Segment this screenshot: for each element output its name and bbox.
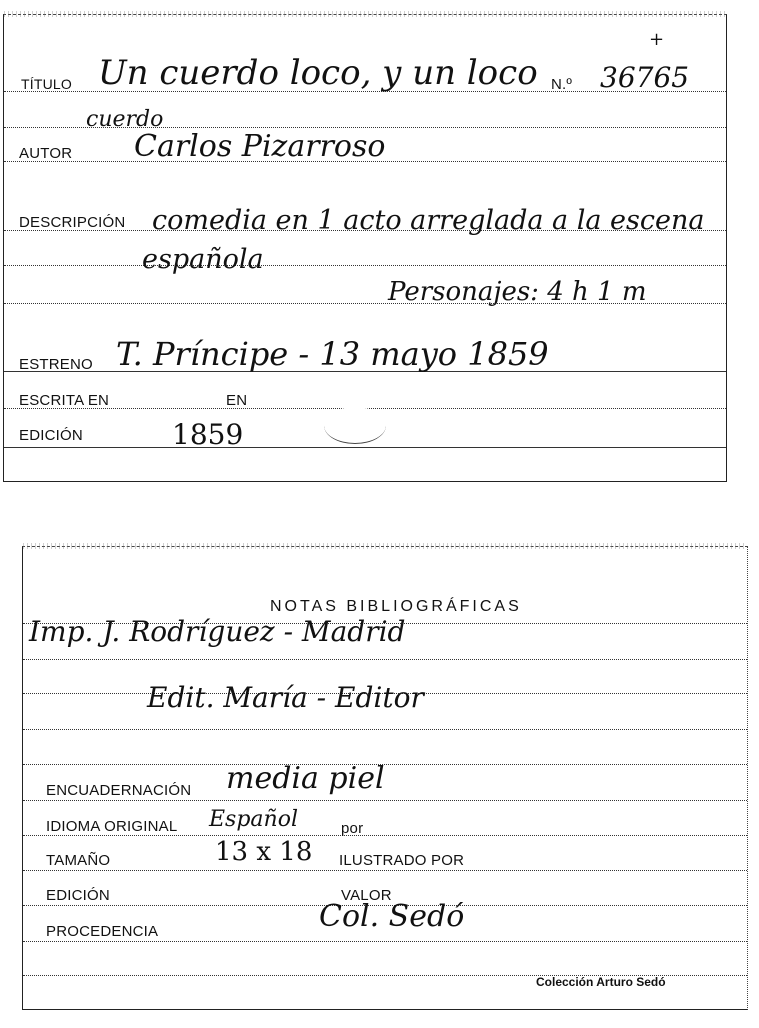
escrita-en-label: ESCRITA EN <box>19 392 110 409</box>
scan-edge-noise <box>4 11 726 17</box>
por-label: por <box>341 820 364 837</box>
edicion-label: EDICIÓN <box>19 427 83 444</box>
scan-edge-noise <box>23 543 747 549</box>
rule-line <box>23 659 747 660</box>
rule-line <box>23 835 747 836</box>
descripcion-line1: comedia en 1 acto arreglada a la escena <box>152 205 705 236</box>
autor-value: Carlos Pizarroso <box>134 129 386 164</box>
notas-line2: Edit. María - Editor <box>147 681 424 714</box>
tamano-label: TAMAÑO <box>46 852 111 869</box>
notas-heading: NOTAS BIBLIOGRÁFICAS <box>270 598 522 615</box>
ilustrado-label: ILUSTRADO POR <box>339 852 465 869</box>
rule-line <box>23 800 747 801</box>
torn-patch <box>324 407 386 444</box>
encuadernacion-value: media piel <box>226 761 385 796</box>
titulo-label: TÍTULO <box>21 76 72 92</box>
autor-label: AUTOR <box>19 145 73 162</box>
catalog-card-bottom <box>22 546 748 1010</box>
catalog-card-top <box>3 14 727 482</box>
number-mark: + <box>649 29 665 50</box>
rule-line <box>23 764 747 765</box>
valor-label: VALOR <box>341 887 392 904</box>
personajes-value: Personajes: 4 h 1 m <box>388 277 647 307</box>
rule-line <box>23 941 747 942</box>
en-label: EN <box>226 392 248 409</box>
procedencia-label: PROCEDENCIA <box>46 923 159 940</box>
estreno-value: T. Príncipe - 13 mayo 1859 <box>116 335 549 373</box>
edicion-label: EDICIÓN <box>46 887 110 904</box>
rule-line <box>23 729 747 730</box>
number-value: 36765 <box>600 61 690 94</box>
tamano-value: 13 x 18 <box>215 837 313 867</box>
number-label: N.º <box>551 76 573 93</box>
idioma-value: Español <box>209 807 298 832</box>
descripcion-label: DESCRIPCIÓN <box>19 214 126 231</box>
rule-line <box>4 447 726 448</box>
collection-footer: Colección Arturo Sedó <box>536 975 666 989</box>
rule-line <box>4 265 726 266</box>
descripcion-line2: española <box>142 244 264 275</box>
edicion-value: 1859 <box>172 418 244 451</box>
rule-line <box>23 870 747 871</box>
estreno-label: ESTRENO <box>19 356 93 373</box>
procedencia-value: Col. Sedó <box>319 899 465 934</box>
idioma-label: IDIOMA ORIGINAL <box>46 818 178 835</box>
notas-line1: Imp. J. Rodríguez - Madrid <box>29 615 406 648</box>
titulo-insert: cuerdo <box>86 107 164 132</box>
titulo-value: Un cuerdo loco, y un loco <box>98 53 538 93</box>
encuadernacion-label: ENCUADERNACIÓN <box>46 782 192 799</box>
